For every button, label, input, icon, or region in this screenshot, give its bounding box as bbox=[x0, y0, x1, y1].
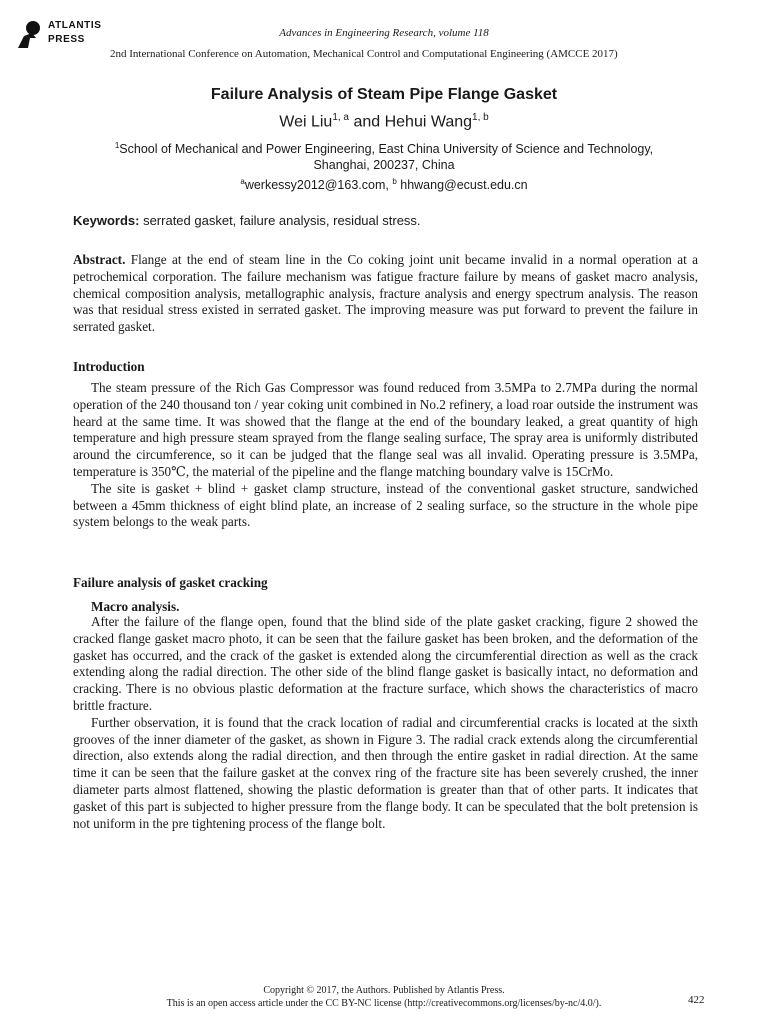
paper-title: Failure Analysis of Steam Pipe Flange Gasket bbox=[210, 86, 558, 103]
section-heading-failure-analysis: Failure analysis of gasket cracking bbox=[73, 575, 268, 590]
footer-copyright: Copyright © 2017, the Authors. Published by Atlantis Press. bbox=[263, 985, 505, 996]
section-heading-introduction: Introduction bbox=[73, 359, 145, 374]
email-b-sup: b bbox=[392, 177, 397, 186]
footer-license: This is an open access article under the CC BY-NC license (http://creativecommons.org/licenses/by-nc/4.0/). bbox=[166, 998, 602, 1009]
keywords-label: Keywords: bbox=[73, 213, 140, 228]
running-head: Advances in Engineering Research, volume 118 bbox=[279, 27, 489, 39]
author-1: Wei Liu bbox=[279, 113, 333, 131]
introduction-paragraph: The site is gasket + blind + gasket clamp structure, instead of the conventional gasket structure, sandwiched between a 45mm thickness of eight blind plate, an increase of 2 sealing surface, so the structure in the whole pipe system belongs to the weak parts. bbox=[73, 480, 698, 530]
page-number: 422 bbox=[688, 994, 705, 1006]
author-conjunction: and bbox=[349, 113, 385, 131]
email-line bbox=[0, 177, 768, 192]
abstract bbox=[73, 252, 698, 336]
affiliation-sup: 1 bbox=[114, 141, 120, 150]
keywords bbox=[73, 213, 698, 228]
logo-text-press: PRESS bbox=[48, 34, 85, 45]
failure-paragraph: Further observation, it is found that the crack location of radial and circumferential cracks is located at the sixth grooves of the inner diameter of the gasket, as shown in Figure 3. The radial crack extends along the circumferential direction, also extends along the radial direction, and then through the entire gasket in radial direction. At the same time it can be seen that the failure gasket at the convex ring of the fracture site has been severely crushed, the inner diameter parts almost flattened, showing the plastic deformation is greater than that of other parts. It indicates that gasket of this part is subjected to higher pressure from the flange body. It can be speculated that the bolt pretension is not uniform in the pre tightening process of the flange bolt. bbox=[73, 714, 698, 831]
email-a-sup: a bbox=[240, 177, 245, 186]
introduction-body bbox=[73, 380, 698, 531]
conference-line: 2nd International Conference on Automation, Mechanical Control and Computational Engineering (AMCCE 2017) bbox=[110, 48, 618, 60]
keywords-text: serrated gasket, failure analysis, residual stress. bbox=[139, 213, 421, 228]
author-2: Hehui Wang bbox=[384, 113, 473, 131]
author-2-sup: 1, b bbox=[472, 112, 489, 123]
abstract-text: Flange at the end of steam line in the Co coking joint unit became invalid in a normal operation at a petrochemical corporation. The failure mechanism was fatigue fracture failure by means of gasket macro analysis, chemical composition analysis, metallographic analysis, fracture analysis and energy spectrum analysis. The reason was that residual stress existed in serrated gasket. The improving measure was put forward to prevent the failure in serrated gasket. bbox=[73, 252, 698, 335]
abstract-label: Abstract. bbox=[73, 252, 126, 267]
introduction-paragraph: The steam pressure of the Rich Gas Compressor was found reduced from 3.5MPa to 2.7MPa during the normal operation of the 240 thousand ton / year coking unit combined in No.2 refinery, a load roar outside the instrument was heard at the same time. It was showed that the flange at the end of the boundary leaked, a great quantity of high temperature and high pressure steam sprayed from the flange sealing surface, The spray area is uniformly distributed around the circumference, so it can be judged that the flange seal was all invalid. Operating pressure is 3.5MPa, temperature is 350℃, the material of the pipeline and the flange matching boundary valve is 15CrMo. bbox=[73, 380, 698, 479]
author-1-sup: 1, a bbox=[332, 112, 349, 123]
affiliation-line-2: Shanghai, 200237, China bbox=[313, 158, 455, 173]
affiliation-line-1: School of Mechanical and Power Engineering, East China University of Science and Technology, bbox=[119, 142, 654, 157]
email-b: hhwang@ecust.edu.cn bbox=[396, 178, 528, 193]
subsection-heading-macro-analysis: Macro analysis. bbox=[91, 599, 180, 614]
author-line bbox=[0, 112, 768, 131]
email-a: werkessy2012@163.com, bbox=[244, 178, 393, 193]
failure-analysis-body bbox=[73, 614, 698, 832]
logo-text-atlantis: ATLANTIS bbox=[48, 20, 102, 31]
affiliation bbox=[70, 138, 698, 173]
failure-paragraph: After the failure of the flange open, found that the blind side of the plate gasket cracking, figure 2 showed the cracked flange gasket macro photo, it can be seen that the failure gasket has been broken, and the deformation of the gasket has occurred, and the crack of the gasket is extended along the circumferential direction as well as the crack extending along the radial direction. The other side of the blind flange gasket is basically intact, no deformation and cracking. There is no obvious plastic deformation at the fracture surface, which shows the characteristics of macro brittle fracture. bbox=[73, 614, 698, 713]
